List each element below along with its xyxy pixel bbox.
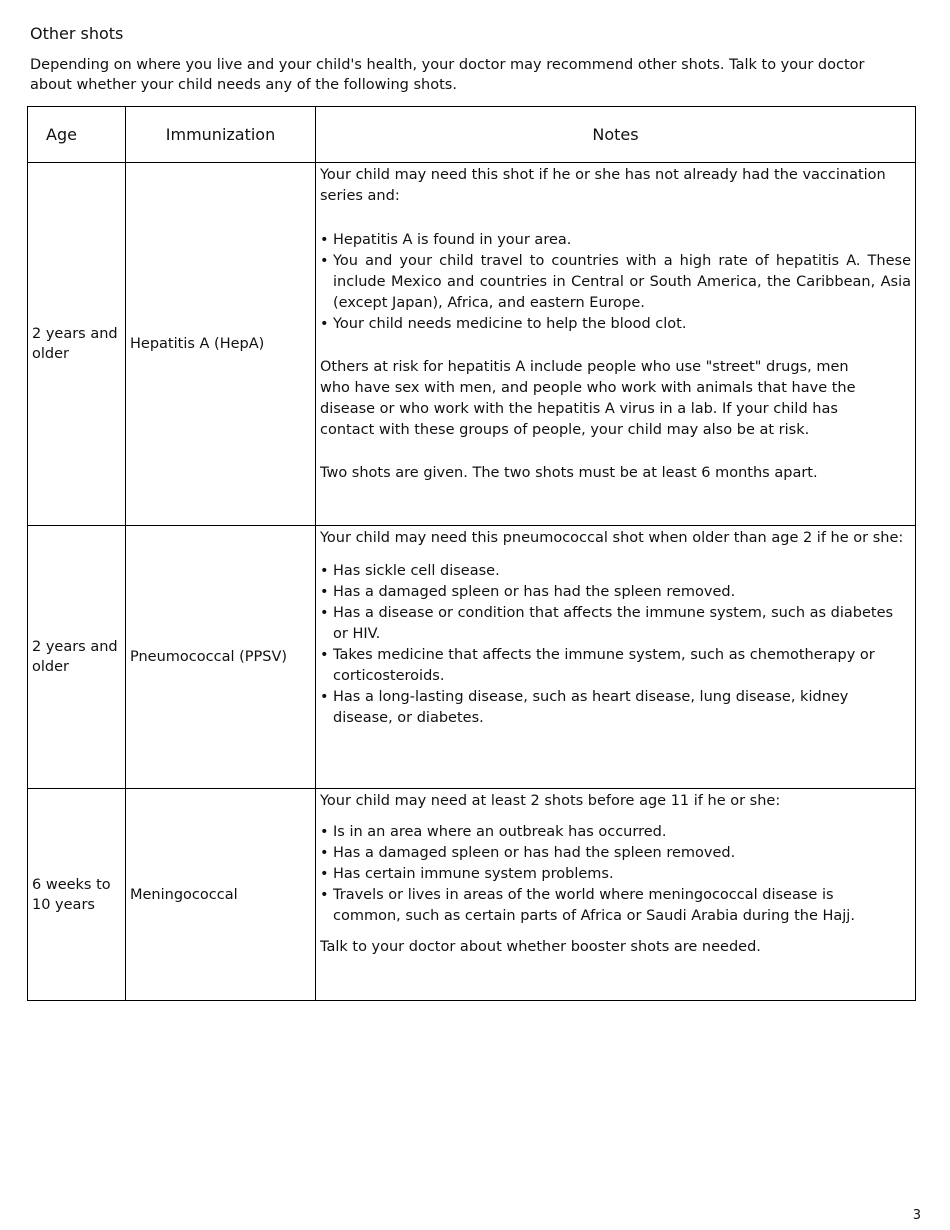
list-item: • Has a damaged spleen or has had the spleen removed.: [320, 843, 911, 864]
notes-paragraph: Others at risk for hepatitis A include people who use "street" drugs, men who have sex with men, and people who work with animals that have the disease or who work with the hepatitis A virus in a lab. If your child has contact with these groups of people, your child may also be at risk.: [320, 359, 856, 438]
list-item: • Takes medicine that affects the immune system, such as chemotherapy or corticosteroids.: [320, 645, 905, 687]
notes-paragraph: Talk to your doctor about whether booster shots are needed.: [320, 939, 761, 955]
table-header-row: [28, 107, 916, 163]
table-row: [28, 163, 916, 526]
notes-bullet-list: [320, 822, 911, 927]
list-item: • Has a damaged spleen or has had the spleen removed.: [320, 582, 905, 603]
list-item: • Travels or lives in areas of the world where meningococcal disease is common, such as certain parts of Africa or Saudi Arabia during the Hajj.: [320, 885, 888, 927]
list-item: • Has certain immune system problems.: [320, 864, 911, 885]
list-item: • Is in an area where an outbreak has occurred.: [320, 822, 911, 843]
immunization-cell: Pneumococcal (PPSV): [126, 526, 316, 789]
notes-cell: [316, 526, 916, 789]
intro-paragraph: Depending on where you live and your child's health, your doctor may recommend other shots. Talk to your doctor about whether your child needs any of the following shots.: [30, 57, 865, 93]
header-age: Age: [28, 107, 126, 163]
list-item: • Hepatitis A is found in your area.: [320, 230, 911, 251]
table-row: [28, 526, 916, 789]
header-notes: Notes: [316, 107, 916, 163]
notes-bullet-list: [320, 230, 911, 335]
list-item: • You and your child travel to countries with a high rate of hepatitis A. These include Mexico and countries in Central or South America, the Caribbean, Asia (except Japan), Africa, and eastern Europe.: [320, 251, 911, 314]
notes-intro: Your child may need this shot if he or she has not already had the vaccination series and:: [320, 167, 886, 204]
page-number: 3: [912, 1208, 921, 1223]
list-item: • Your child needs medicine to help the blood clot.: [320, 314, 911, 335]
notes-cell: [316, 163, 916, 526]
list-item: • Has a long-lasting disease, such as heart disease, lung disease, kidney disease, or diabetes.: [320, 687, 905, 729]
table-row: [28, 789, 916, 1001]
notes-intro: Your child may need this pneumococcal shot when older than age 2 if he or she:: [320, 530, 904, 546]
section-heading: Other shots: [30, 24, 124, 43]
list-item: • Has a disease or condition that affects the immune system, such as diabetes or HIV.: [320, 603, 905, 645]
age-cell: 2 years and older: [28, 163, 126, 526]
notes-bullet-list: [320, 561, 905, 729]
notes-intro: Your child may need at least 2 shots before age 11 if he or she:: [320, 793, 781, 809]
list-item: • Has sickle cell disease.: [320, 561, 905, 582]
immunization-cell: Hepatitis A (HepA): [126, 163, 316, 526]
header-immunization: Immunization: [126, 107, 316, 163]
age-cell: 6 weeks to 10 years: [28, 789, 126, 1001]
immunization-cell: Meningococcal: [126, 789, 316, 1001]
notes-cell: [316, 789, 916, 1001]
age-cell: 2 years and older: [28, 526, 126, 789]
notes-paragraph: Two shots are given. The two shots must be at least 6 months apart.: [320, 465, 818, 481]
immunization-table: [27, 106, 916, 1001]
